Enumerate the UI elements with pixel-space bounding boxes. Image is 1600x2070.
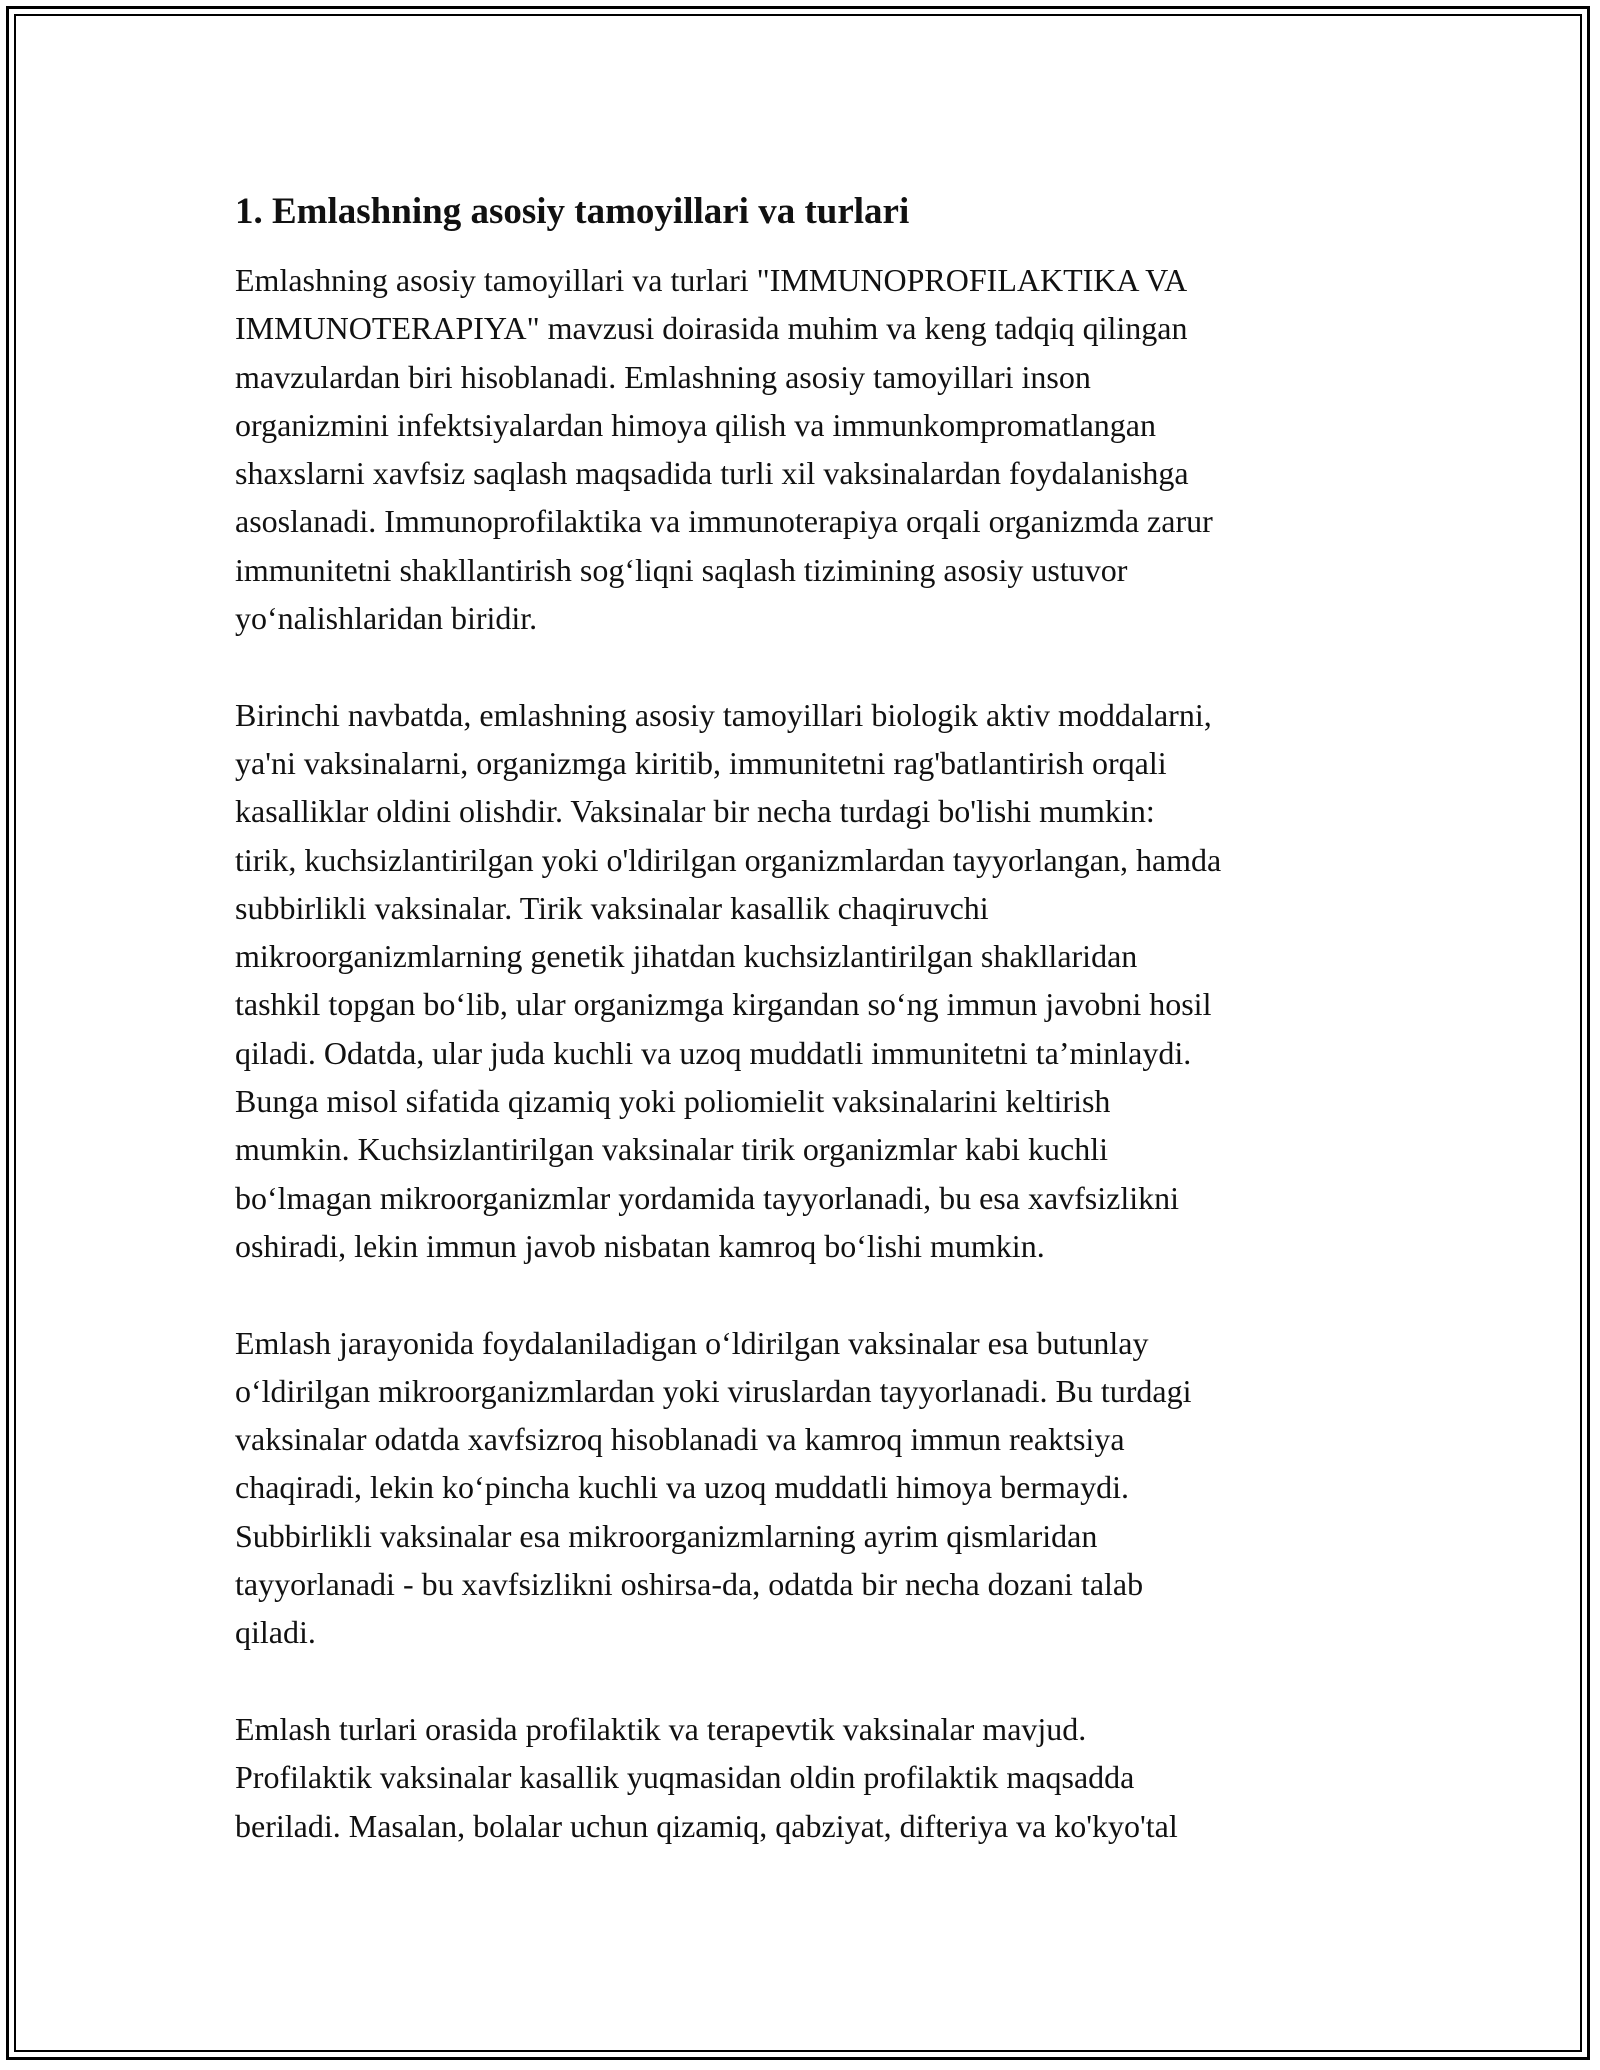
text-line: Birinchi navbatda, emlashning asosiy tamoyillari biologik aktiv moddalarni,: [235, 696, 1212, 733]
text-line: mavzulardan biri hisoblanadi. Emlashning asosiy tamoyillari inson: [235, 358, 1091, 395]
text-line: mumkin. Kuchsizlantirilgan vaksinalar tirik organizmlar kabi kuchli: [235, 1131, 1108, 1168]
text-line: Bunga misol sifatida qizamiq yoki poliomielit vaksinalarini keltirish: [235, 1083, 1111, 1120]
text-line: IMMUNOTERAPIYA" mavzusi doirasida muhim va keng tadqiq qilingan: [235, 310, 1188, 347]
text-line: Emlash turlari orasida profilaktik va terapevtik vaksinalar mavjud.: [235, 1710, 1087, 1747]
text-line: mikroorganizmlarning genetik jihatdan kuchsizlantirilgan shakllaridan: [235, 938, 1138, 975]
paragraph-1: [235, 256, 1375, 642]
text-line: Subbirlikli vaksinalar esa mikroorganizmlarning ayrim qismlaridan: [235, 1517, 1098, 1554]
text-line: immunitetni shakllantirish sog‘liqni saqlash tizimining asosiy ustuvor: [235, 551, 1128, 588]
text-line: tirik, kuchsizlantirilgan yoki o'ldirilgan organizmlardan tayyorlangan, hamda: [235, 841, 1222, 878]
section-heading: 1. Emlashning asosiy tamoyillari va turlari: [235, 191, 910, 232]
paragraph-3: [235, 1319, 1375, 1657]
text-line: bo‘lmagan mikroorganizmlar yordamida tayyorlanadi, bu esa xavfsizlikni: [235, 1179, 1180, 1216]
text-line: Profilaktik vaksinalar kasallik yuqmasidan oldin profilaktik maqsadda: [235, 1759, 1135, 1796]
text-line: kasalliklar oldini olishdir. Vaksinalar bir necha turdagi bo'lishi mumkin:: [235, 793, 1155, 830]
text-line: subbirlikli vaksinalar. Tirik vaksinalar kasallik chaqiruvchi: [235, 889, 989, 926]
text-line: vaksinalar odatda xavfsizroq hisoblanadi va kamroq immun reaktsiya: [235, 1421, 1125, 1458]
text-line: Emlashning asosiy tamoyillari va turlari "IMMUNOPROFILAKTIKA VA: [235, 262, 1188, 298]
text-line: o‘ldirilgan mikroorganizmlardan yoki viruslardan tayyorlanadi. Bu turdagi: [235, 1372, 1192, 1409]
text-line: tashkil topgan bo‘lib, ular organizmga kirgandan so‘ng immun javobni hosil: [235, 986, 1212, 1023]
text-line: Emlash jarayonida foydalaniladigan o‘ldirilgan vaksinalar esa butunlay: [235, 1324, 1149, 1361]
text-line: qiladi. Odatda, ular juda kuchli va uzoq muddatli immunitetni ta’minlaydi.: [235, 1034, 1192, 1071]
paragraph-2: [235, 691, 1375, 1271]
text-line: tayyorlanadi - bu xavfsizlikni oshirsa-da, odatda bir necha dozani talab: [235, 1566, 1144, 1603]
text-line: ya'ni vaksinalarni, organizmga kiritib, immunitetni rag'batlantirish orqali: [235, 744, 1167, 781]
text-line: organizmini infektsiyalardan himoya qilish va immunkompromatlangan: [235, 406, 1156, 443]
text-line: yo‘nalishlaridan biridir.: [235, 600, 538, 637]
text-line: chaqiradi, lekin ko‘pincha kuchli va uzoq muddatli himoya bermaydi.: [235, 1469, 1129, 1506]
paragraph-4: [235, 1705, 1375, 1850]
text-line: oshiradi, lekin immun javob nisbatan kamroq bo‘lishi mumkin.: [235, 1227, 1045, 1264]
document-body: [235, 188, 1375, 1898]
text-line: asoslanadi. Immunoprofilaktika va immunoterapiya orqali organizmda zarur: [235, 503, 1213, 540]
text-line: qiladi.: [235, 1614, 316, 1651]
text-line: shaxslarni xavfsiz saqlash maqsadida turli xil vaksinalardan foydalanishga: [235, 455, 1189, 492]
text-line: beriladi. Masalan, bolalar uchun qizamiq, qabziyat, difteriya va ko'kyo'tal: [235, 1807, 1178, 1844]
